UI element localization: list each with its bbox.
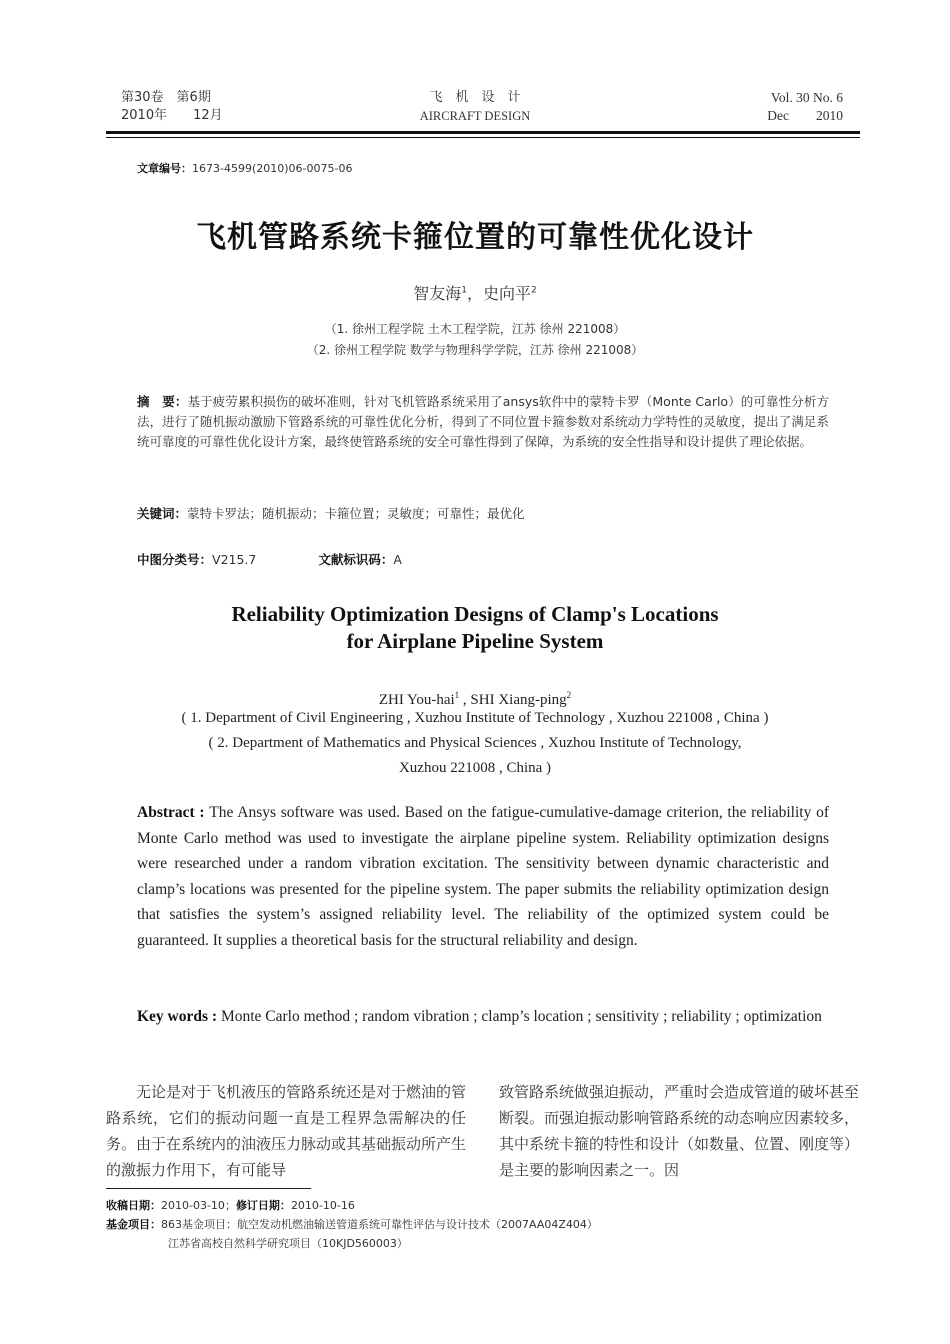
- header-center: [375, 89, 575, 125]
- footnote-fund: [106, 1216, 598, 1233]
- article-id-value: 1673-4599(2010)06-0075-06: [192, 162, 353, 175]
- journal-name-en: AIRCRAFT DESIGN: [419, 109, 531, 123]
- keywords-cn: [137, 504, 829, 524]
- class-value: V215.7: [212, 552, 257, 567]
- body-column-1: 无论是对于飞机液压的管路系统还是对于燃油的管路系统，它们的振动问题一直是工程界急需解决的任务。由于在系统内的油液压力脉动或其基础振动所产生的激振力作用下，有可能导: [106, 1083, 467, 1179]
- title-en-line1: Reliability Optimization Designs of Clamp's Locations: [231, 602, 719, 626]
- revised-date: 2010-10-16: [290, 1199, 355, 1212]
- author-en-1: ZHI You-hai: [378, 692, 455, 708]
- affiliation-en-2: ( 2. Department of Mathematics and Physical Sciences , Xuzhou Institute of Technology,: [208, 735, 742, 751]
- header-rule-thick: [106, 131, 860, 134]
- abstract-en-text: The Ansys software was used. Based on the fatigue-cumulative-damage criterion, the reliability of Monte Carlo method was used to investigate the airplane pipeline system. Reliability optimization designs were researched under a random vibration excitation. The sensitivity between dynamic characteristic and clamp’s locations was presented for the pipeline system. The paper submits the reliability optimization design that satisfies the system’s assigned reliability level. The reliability of the optimized system could be guaranteed. It supplies a theoretical basis for the structural reliability and design.: [137, 804, 829, 949]
- article-id-label: 文章编号：: [137, 162, 192, 175]
- abstract-en-label: Abstract :: [137, 804, 210, 821]
- vol-no: Vol. 30 No. 6: [770, 90, 843, 105]
- year-month: 2010年 12月: [121, 108, 223, 123]
- footnote-fund-2: 江苏省高校自然科学研究项目（10KJD560003）: [168, 1237, 408, 1250]
- abstract-cn-text: 基于疲劳累积损伤的破坏准则，针对飞机管路系统采用了ansys软件中的蒙特卡罗（Monte Carlo）的可靠性分析方法，进行了随机振动激励下管路系统的可靠性优化分析，得到了不同位置卡箍参数对系统动力学特性的灵敏度，提出了满足系统可靠度的可靠性优化设计方案，最终使管路系统的安全可靠性得到了保障，为系统的安全性指导和设计提供了理论依据。: [137, 394, 829, 449]
- header-rule-thin: [106, 137, 860, 138]
- title-en-line2: for Airplane Pipeline System: [346, 629, 604, 653]
- author-2: 史向平: [483, 284, 532, 303]
- received-date: 2010-03-10: [161, 1199, 225, 1212]
- received-label: 收稿日期：: [106, 1199, 161, 1212]
- doc-code-label: 文献标识码：: [318, 552, 394, 567]
- author-en-2-sup: 2: [566, 690, 572, 700]
- footnote-rule: [106, 1188, 311, 1189]
- author-2-sup: 2: [531, 285, 537, 296]
- class-label: 中图分类号：: [137, 552, 213, 567]
- keywords-en-label: Key words :: [137, 1008, 221, 1025]
- keywords-en-text: Monte Carlo method ; random vibration ; clamp’s location ; sensitivity ; reliability ; optimization: [220, 1008, 822, 1025]
- keywords-en: [137, 1004, 829, 1030]
- footnote-dates: 收稿日期：2010-03-10；修订日期：2010-10-16: [106, 1199, 355, 1212]
- keywords-cn-text: 蒙特卡罗法；随机振动；卡箍位置；灵敏度；可靠性；最优化: [187, 506, 525, 521]
- affiliation-cn-2: （2. 徐州工程学院 数学与物理科学学院，江苏 徐州 221008）: [306, 343, 644, 357]
- page-title: 飞机管路系统卡箍位置的可靠性优化设计: [196, 220, 754, 255]
- classification: [137, 550, 829, 570]
- header-right: [700, 89, 843, 125]
- abstract-cn: [137, 392, 829, 452]
- author-1-sup: 1: [461, 285, 467, 296]
- body-column-2: 致管路系统做强迫振动，严重时会造成管道的破坏甚至断裂。而强迫振动影响管路系统的动态响应因素较多，其中系统卡箍的特性和设计（如数量、位置、刚度等）是主要的影响因素之一。因: [499, 1083, 860, 1179]
- authors-cn: [0, 281, 950, 304]
- header-left: [121, 89, 281, 125]
- journal-name-cn: 飞 机 设 计: [429, 90, 521, 105]
- affiliation-cn-1: （1. 徐州工程学院 土木工程学院，江苏 徐州 221008）: [324, 322, 626, 336]
- date: Dec 2010: [767, 108, 843, 123]
- affiliation-en-3: Xuzhou 221008 , China ): [398, 760, 552, 776]
- abstract-cn-label: 摘 要：: [137, 394, 188, 409]
- fund-1: 863基金项目：航空发动机燃油输送管道系统可靠性评估与设计技术（2007AA04Z404）: [161, 1218, 598, 1231]
- volume-issue: 第30卷 第6期: [121, 90, 211, 105]
- title-en: [0, 601, 950, 655]
- author-en-2: SHI Xiang-ping: [470, 692, 567, 708]
- keywords-cn-label: 关键词：: [137, 506, 188, 521]
- author-en-sep: ,: [459, 692, 471, 708]
- abstract-en: [137, 800, 829, 954]
- revised-label: 修订日期：: [235, 1199, 291, 1212]
- author-sep: ，: [466, 284, 483, 303]
- author-1: 智友海: [413, 284, 462, 303]
- doc-code-value: A: [393, 552, 402, 567]
- affiliation-en-1: ( 1. Department of Civil Engineering , Xuzhou Institute of Technology , Xuzhou 221008 , China ): [181, 710, 769, 726]
- author-en-1-sup: 1: [454, 690, 460, 700]
- article-id: [137, 160, 352, 176]
- fund-label: 基金项目：: [106, 1218, 161, 1231]
